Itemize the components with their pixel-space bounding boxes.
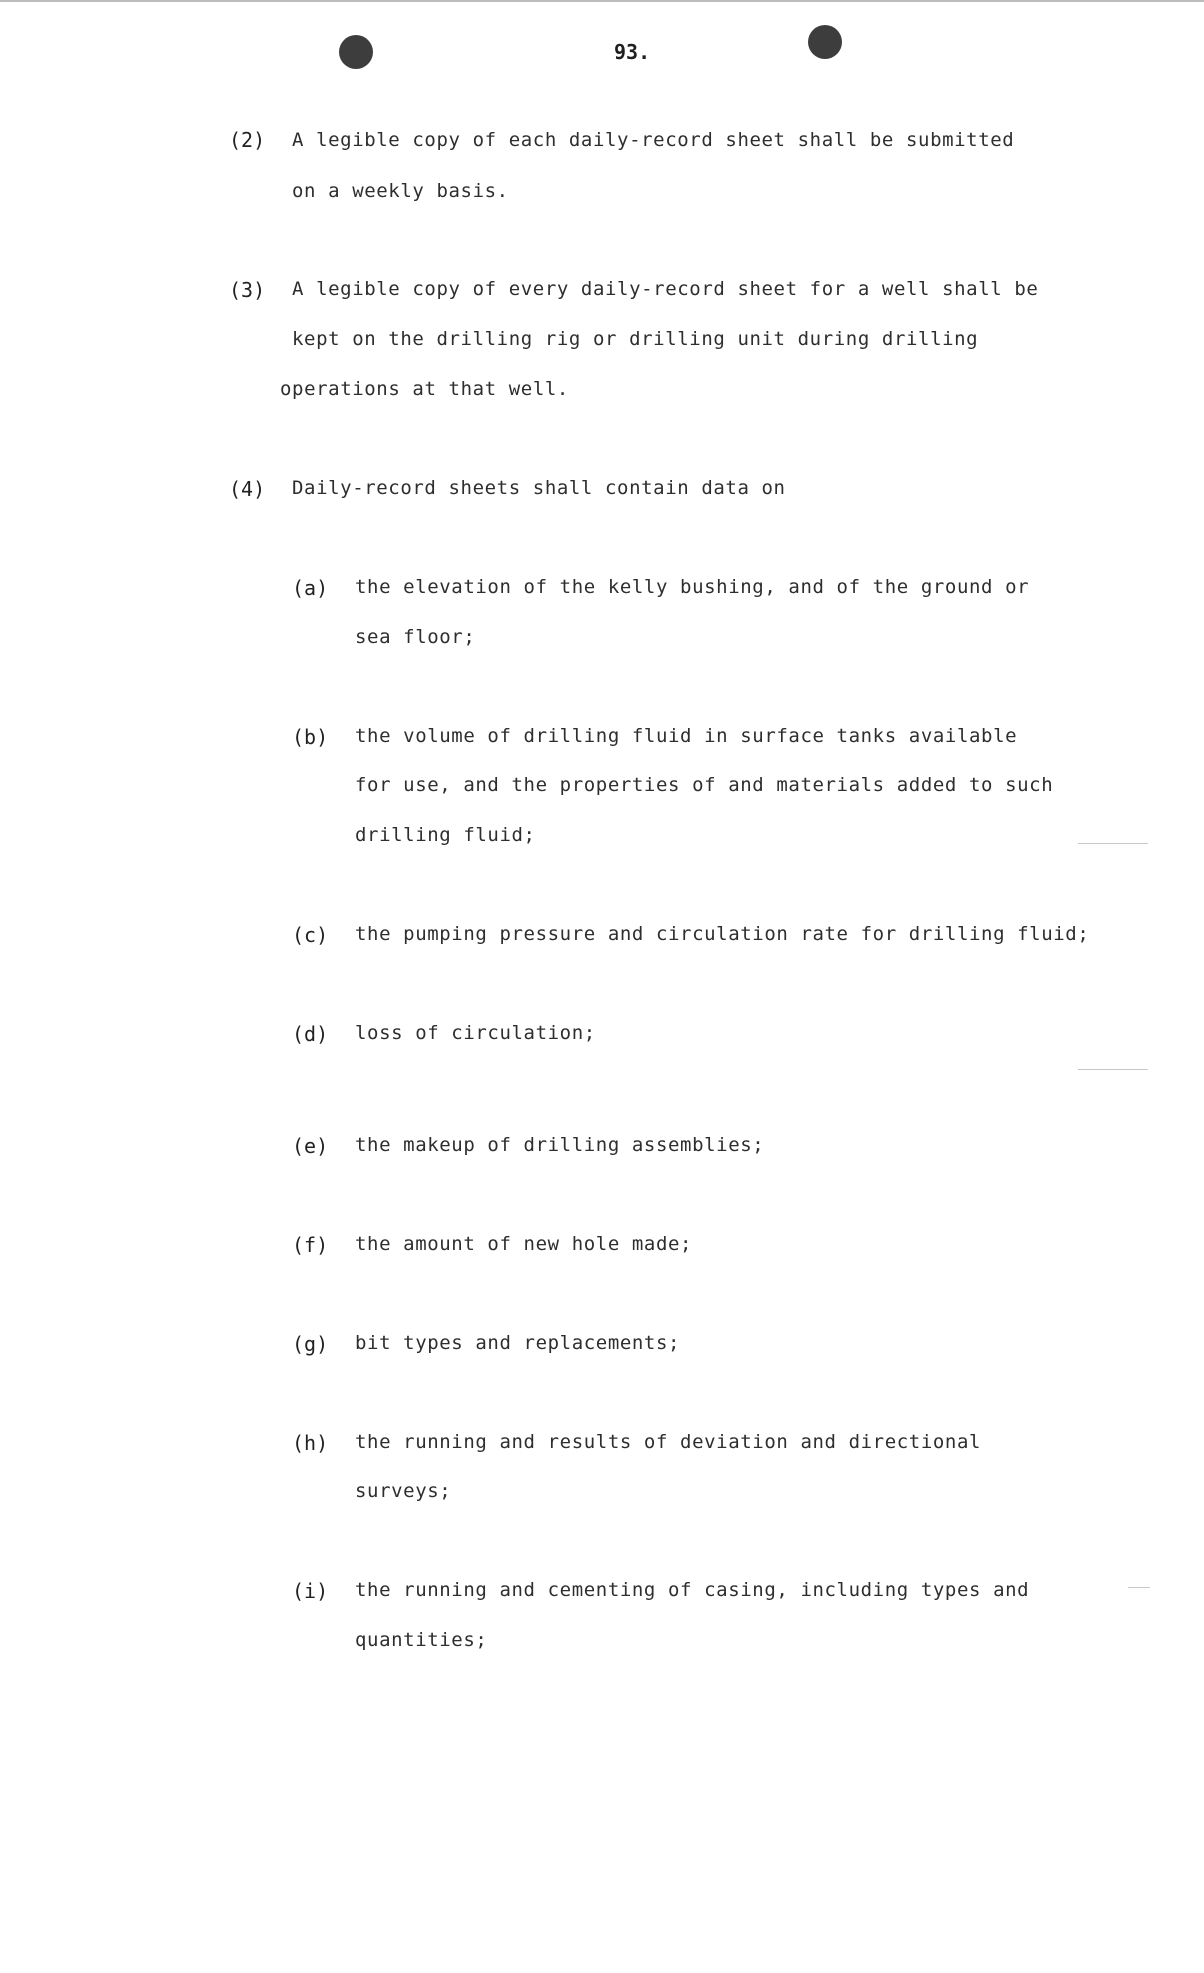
item-label: (f) <box>292 1233 329 1257</box>
paragraph-line: operations at that well. <box>280 378 569 400</box>
item-label: (i) <box>292 1579 329 1603</box>
item-line: for use, and the properties of and materials added to such <box>355 774 1054 796</box>
item-line: sea floor; <box>355 626 476 648</box>
paragraph-line: A legible copy of every daily-record sheet for a well shall be <box>292 278 1039 300</box>
paragraph-label: (3) <box>229 278 266 302</box>
item-label: (d) <box>292 1022 329 1046</box>
item-label: (b) <box>292 725 329 749</box>
item-label: (h) <box>292 1431 329 1455</box>
scan-speck <box>1078 843 1148 844</box>
paragraph-line: A legible copy of each daily-record sheet shall be submitted <box>292 129 1015 151</box>
item-line: loss of circulation; <box>355 1022 596 1044</box>
item-label: (g) <box>292 1332 329 1356</box>
paragraph-line: kept on the drilling rig or drilling unit during drilling <box>292 328 979 350</box>
item-label: (c) <box>292 923 329 947</box>
scan-speck <box>1128 1587 1150 1588</box>
item-label: (a) <box>292 576 329 600</box>
item-label: (e) <box>292 1134 329 1158</box>
item-line: the running and cementing of casing, including types and <box>355 1579 1030 1601</box>
page-number: 93. <box>614 40 651 64</box>
item-line: the volume of drilling fluid in surface tanks available <box>355 725 1018 747</box>
item-line: drilling fluid; <box>355 824 536 846</box>
paragraph-label: (2) <box>229 128 266 152</box>
punch-hole-left <box>339 35 373 69</box>
paragraph-line: Daily-record sheets shall contain data on <box>292 477 786 499</box>
item-line: the running and results of deviation and directional <box>355 1431 982 1453</box>
item-line: surveys; <box>355 1480 452 1502</box>
item-line: the pumping pressure and circulation rate for drilling fluid; <box>355 923 1090 945</box>
top-edge-line <box>0 0 1204 2</box>
item-line: bit types and replacements; <box>355 1332 681 1354</box>
item-line: the amount of new hole made; <box>355 1233 693 1255</box>
punch-hole-right <box>808 25 842 59</box>
paragraph-line: on a weekly basis. <box>292 180 509 202</box>
item-line: the makeup of drilling assemblies; <box>355 1134 765 1156</box>
scan-speck <box>1078 1069 1148 1070</box>
paragraph-label: (4) <box>229 477 266 501</box>
item-line: the elevation of the kelly bushing, and of the ground or <box>355 576 1030 598</box>
item-line: quantities; <box>355 1629 488 1651</box>
